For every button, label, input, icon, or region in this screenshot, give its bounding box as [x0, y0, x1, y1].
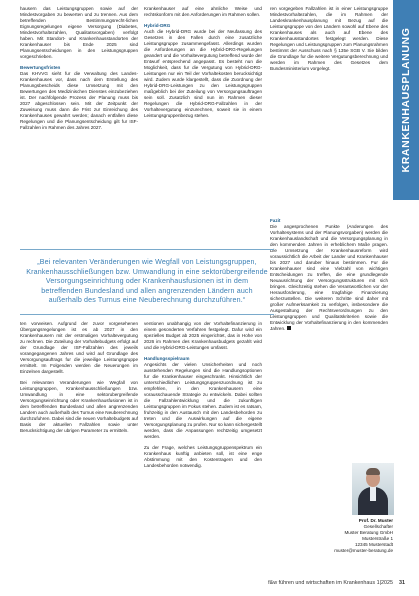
paragraph — [270, 224, 388, 332]
column-3-bottom — [270, 218, 388, 332]
paragraph: Angesichts der vielen Unsicherheiten und noch ausstehenden Regelungen sind die Handlungsoptionen fur die Krankenhauser eingeschrankt. Hinsichtlich der unterschiedlichen Leistungsgruppenzuordnung ist zu empfehlen, in den Krankenhausern eine vorausschauende Strategie zu entwickeln. Dabei sollten die Fallzahlentwicklung und die zukunftigen Leistungsgruppen im Fokus stehen. Zudem ist es ratsam, fruhzeitig in den Austausch mit den Landesbehorden zu treten und die Auswirkungen auf die eigene Versorgungsplanung zu prufen. Nur so kann sichergestellt werden, dass die Anpassungen rechtzeitig umgesetzt werden. — [144, 362, 262, 439]
column-2-top — [144, 6, 262, 119]
journal-name: f&w führen und wirtschaften im Krankenhaus 1|2025 — [268, 580, 393, 586]
end-mark-icon — [287, 326, 291, 330]
column-1-top — [20, 6, 138, 131]
column-2-bottom — [144, 321, 262, 469]
section-heading: Fazit — [270, 218, 281, 223]
section-tab-label: KRANKENHAUSPLANUNG — [400, 27, 412, 173]
author-name: Prof. Dr. Muster — [358, 518, 393, 523]
author-city: 12345 Musterstadt — [354, 542, 393, 547]
column-3-top — [270, 6, 388, 72]
paragraph: ren vorgegeben Fallzahlen ist in einer Leistungsgruppe Mindestvorhaltezahlen, die im Rahmen der Landeskrankenhausplanung mit Bezug auf die Leistungsgruppe von den Ländern sowohl auf Ebene des Krankenhauses als auch auf Ebene des Krankenhausstandortes festgelegt werden. Diese Regelungen und Leistungsgruppen zum Planungsrahmen bestimmt der Ausschuss nach § 135e SGB V. Sie bilden die Grundlage fur die weitere Vergutungsberechnung und werden im Rahmen des Gesetzes dem Bundesministerium vorgelegt. — [270, 6, 388, 71]
paragraph: ventionen unabhangig von der Vorhaltefinanzierung in einem gesonderten Verfahren festgelegt. Dafur wird ein spezielles Budget ab 2025 eingerichtet, das in Hohe von 2026 im Rahmen des Krankenhausbudgets gezahlt wird und die Hybrid-DRG-Leistungen umfasst. — [144, 321, 262, 350]
page-number: 31 — [399, 580, 405, 586]
pull-quote: „Bei relevanten Veränderungen wie Wegfall von Leistungsgruppen, Krankenhausschließungen bzw. Umwandlung in eine sektorübergreifende Versorgungseinrichtung oder Krankenhausfusionen ist in dem betreffenden Bundesland und allen angrenzenden Ländern auch außerhalb des Turnus eine Neuberechnung durchzuführen.“ — [20, 249, 274, 315]
paragraph: hausern das Leistungsgruppen sowie auf der Mindestvorgaben zu bewerten und zu trennen. Aus dem betreffenden Bestimmungsrecht-lichen Eignungsregelungen eigene Versorgung (Diabetes, Mindestvorhaltezahlen, Qualitatsvorgaben) verfolgt haben. Mit Standort- und Krankenhausstandorten der Krankenhauser bis Ende 2025 sind Planungsentscheidungen in den Leistungsgruppen vorgeschrieben. — [20, 6, 138, 59]
paragraph: Auch die Hybrid-DRG wurde bei der Neufassung des Gesetzes in den Fallen durch eine zusatzliche Leistungsgruppe zusammengefasst. Allerdings wurden die Anforderungen an die Hybrid-DRG-Regelungen geandert und die Vorhaltevergutung betreffend wurde der Entwurf entsprechend angepasst. Es besteht nun die Moglichkeit, dass fur die Vergutung von Hybrid-DRG-Leistungen nur ein Teil der Vorhaltekosten berucksichtigt wird. Zudem wurde klargestellt, dass die Zuordnung der Hybrid-DRG-Leistungen zu den Leistungsgruppen maßgeblich bei der Zuteilung von Versorgungsauftragen sein soll. Zusatzlich sind nun im Rahmen dieser Regelungen die Hybrid-DRG-Fallzahlen in der Vorhaltevergutung einzurechnen, soweit sie in einem Leistungsgruppenbezug stehen. — [144, 29, 262, 118]
author-street: Musterstraße 1 — [362, 536, 393, 541]
section-heading: Bewertungsfristen — [20, 65, 61, 70]
section-heading: Hybrid-DRG — [144, 23, 171, 28]
paragraph: Krankenhauser auf eine ahnliche Weise und rechtskonform mit den Anforderungen im Rahmen sollen. — [144, 6, 262, 17]
page-footer — [268, 580, 405, 586]
author-photo — [352, 463, 394, 515]
paragraph: Zu der Frage, welches Leistungsgruppenspektrum ein Krankenhaus kunftig anbieten soll, ist eine enge Abstimmung mit den Kostentragern und den Landesbehorden notwendig. — [144, 445, 262, 468]
section-tab — [393, 0, 419, 200]
paragraph: Das KHVVG sieht fur die Verwaltung des Landes-Krankenhauses vor, dass nach dem Erstellung des Planungsbescheids diese Umsetzung mit den Bewertungen des Medizinischen Dienstes einzubeziehen ist. Der nachfolgende Prozess der Planung muss bis 2027 abgeschlossen sein. Mit der Zeitpunkt der Zuweisung muss dann die Frist zur Einreichung des Krankenhauses gewahrt werden; danach entfallen diese Regelungen und die Planungsentscheidung gilt fur ISF-Fallzahlen im Rahmen des Jahres 2027. — [20, 71, 138, 130]
paragraph: ten vorweisen. Aufgrund der zuvor vorgesehenen Übergangsregelungen ist es ab 2027 in den Krankenhausern mit der erstmaligen Vorhaltevergutung zu rechnen. Die Zuteilung der Vorhaltebudgets erfolgt auf der Grundlage der ISF-Fallzahlen des jeweils vorangegangenen Jahres und wird auf Grundlage des Versorgungsauftrags fur die jeweilige Leistungsgruppe ermittelt. Im Folgenden werden die Neuerungen im Einzelnen dargestellt. — [20, 321, 138, 374]
author-role: Gesellschafter — [363, 524, 393, 529]
section-heading: Handlungsspielraum — [144, 356, 190, 361]
column-1-bottom — [20, 321, 138, 434]
paragraph: Bei relevanten Veranderungen wie Wegfall von Leistungsgruppen, Krankenhausschließungen bzw. Umwandlung in eine sektorubergreifende Versorgungseinrichtung oder Krankenhausfusionen ist in dem betreffenden Bundesland und allen angrenzenden Landern auch außerhalb des Turnus eine Neuberechnung durchzufuhren. Dabei sind die neuen Vorhaltebudgets auf Basis der aktuellen Fallzahlen sowie unter Berucksichtigung der ubrigen Parameter zu ermitteln. — [20, 380, 138, 433]
author-company: Muster Beratung GmbH — [344, 530, 393, 535]
author-email: muster@muster-beratung.de — [334, 548, 393, 553]
author-caption — [275, 518, 393, 554]
paragraph-text: Die angesprochenen Punkte (Anderungen des Vorhaltesystems und der Planungsvorgaben) werden die Krankenhauslandschaft und die Versorgungsplanung in den kommenden Jahren in erheblichem Maße pragen. Die Umsetzung der Krankenhausreform wird voraussichtlich die Arbeit der Lander und Krankenhauser bis 2027 und daruber hinaus bestimmen. Fur die Krankenhauser sind eine Vielzahl von wichtigen Entscheidungen zu treffen, die eine grundlegende Neuausrichtung der Versorgungsstrukturen mit sich bringen. Gleichzeitig stehen die Verantwortlichen vor der Herausforderung, eine tragfahige Finanzierung sicherzustellen. Die weiteren Schritte sind daher mit großer Aufmerksamkeit zu verfolgen, insbesondere die Ausgestaltung der Rechtsverordnungen zu den Leistungsgruppen und Qualitatskriterien sowie die Entwicklung der Vorhaltefinanzierung in den kommenden Jahren. — [270, 224, 388, 331]
